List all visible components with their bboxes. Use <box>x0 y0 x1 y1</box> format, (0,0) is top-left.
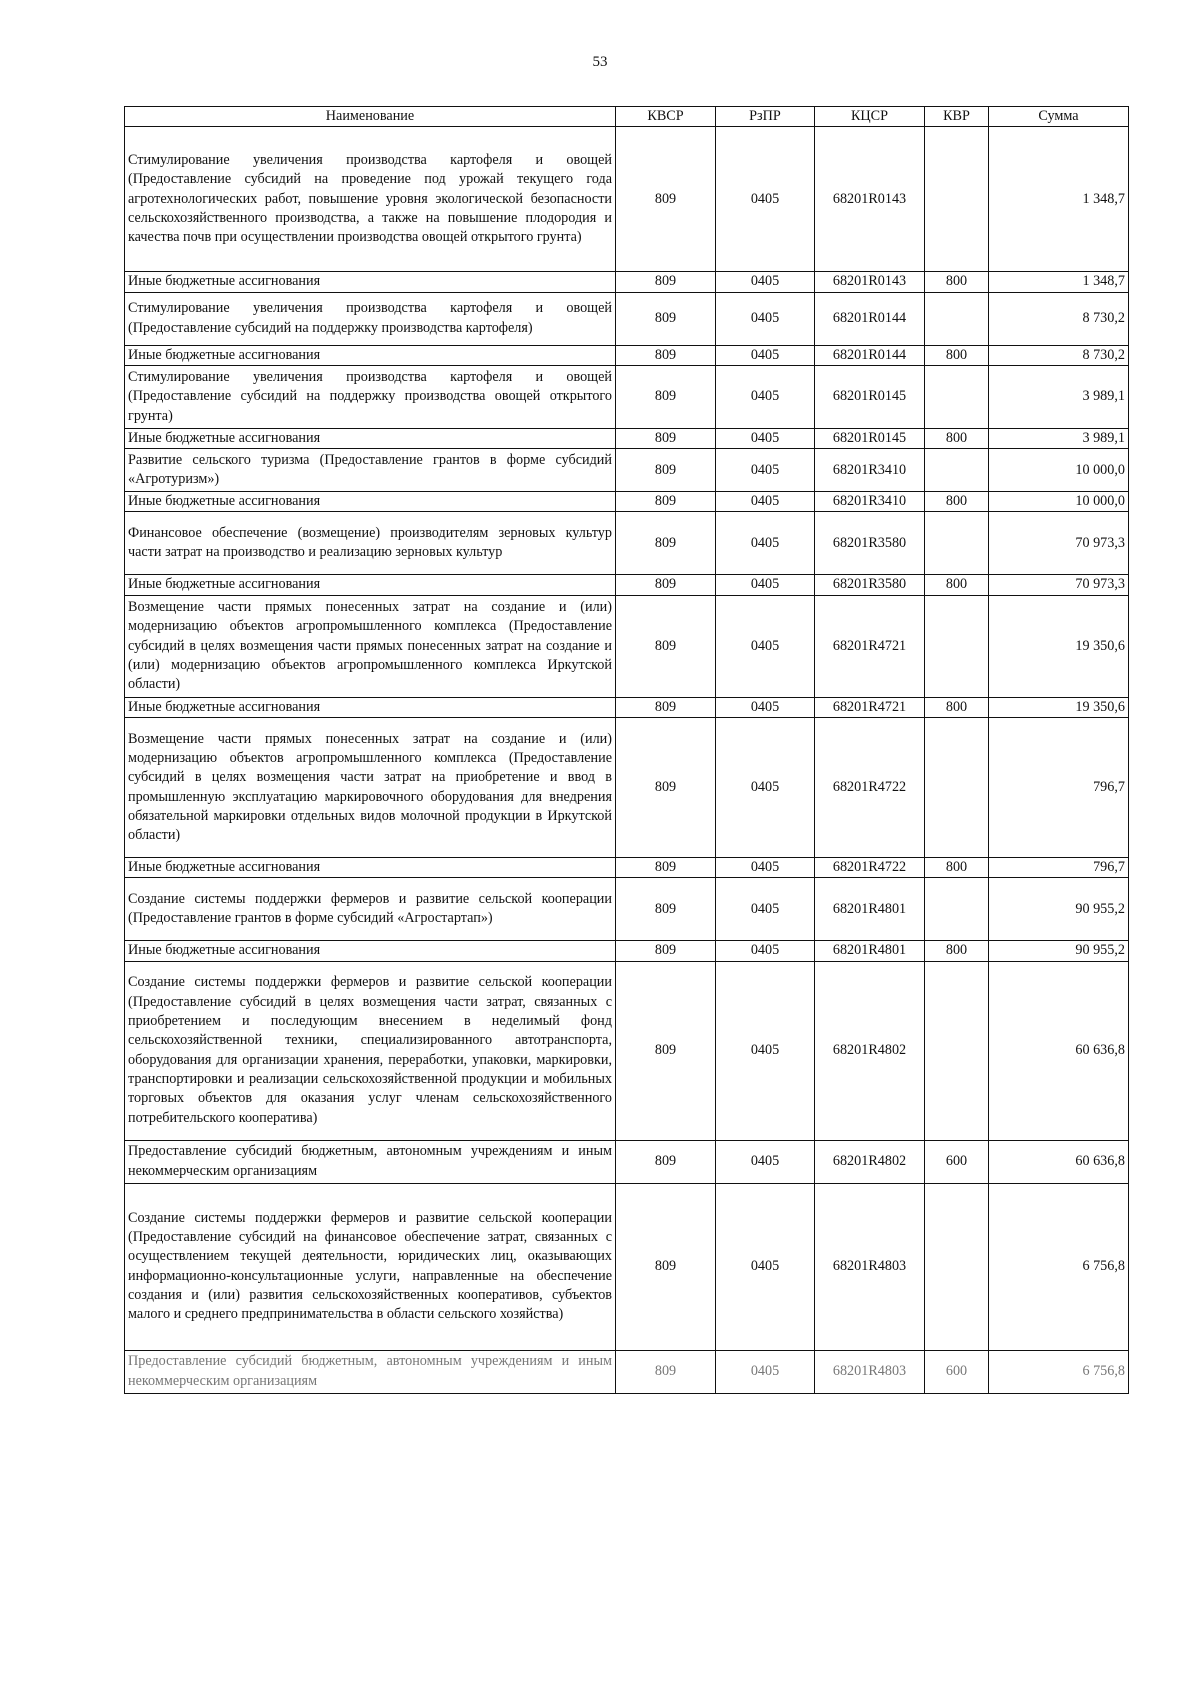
cell-kcsr: 68201R4721 <box>815 595 925 697</box>
cell-kvsr: 809 <box>616 292 716 345</box>
cell-kvsr: 809 <box>616 428 716 448</box>
cell-name: Создание системы поддержки фермеров и развитие сельской кооперации (Предоставление субсидий в целях возмещения части затрат, связанных с приобретением и последующим внесением в неделимый фонд сельскохозяйственной техники, специализированного автотранспорта, оборудования для организации хранения, переработки, упаковки, маркировки, транспортировки и реализации сельскохозяйственной продукции и мобильных торговых объектов для оказания услуг членам сельскохозяйственного потребительского кооператива) <box>125 961 616 1140</box>
cell-kvr <box>925 365 989 428</box>
cell-rzpr: 0405 <box>716 449 815 492</box>
cell-name: Стимулирование увеличения производства картофеля и овощей (Предоставление субсидий на проведение под урожай текущего года агротехнологических работ, повышение уровня экологической безопасности сельскохозяйственного производства, а также на повышение плодородия и качества почв при осуществлении производства овощей открытого грунта) <box>125 127 616 272</box>
cell-rzpr: 0405 <box>716 595 815 697</box>
table-row <box>125 858 1129 878</box>
cell-sum: 6 756,8 <box>989 1350 1129 1393</box>
header-sum: Сумма <box>989 107 1129 127</box>
cell-sum: 796,7 <box>989 858 1129 878</box>
cell-kcsr: 68201R0145 <box>815 428 925 448</box>
cell-sum: 70 973,3 <box>989 512 1129 575</box>
cell-sum: 10 000,0 <box>989 449 1129 492</box>
cell-sum: 19 350,6 <box>989 595 1129 697</box>
cell-kcsr: 68201R4722 <box>815 858 925 878</box>
cell-rzpr: 0405 <box>716 272 815 292</box>
cell-name: Иные бюджетные ассигнования <box>125 697 616 717</box>
cell-kvr: 600 <box>925 1350 989 1393</box>
cell-kvsr: 809 <box>616 365 716 428</box>
cell-kcsr: 68201R4802 <box>815 961 925 1140</box>
table-header-row <box>125 107 1129 127</box>
cell-kcsr: 68201R4801 <box>815 941 925 961</box>
cell-kvsr: 809 <box>616 1140 716 1183</box>
cell-rzpr: 0405 <box>716 292 815 345</box>
table-row <box>125 449 1129 492</box>
cell-sum: 60 636,8 <box>989 961 1129 1140</box>
cell-kvr: 800 <box>925 697 989 717</box>
cell-kvsr: 809 <box>616 878 716 941</box>
cell-kvr <box>925 595 989 697</box>
table-row <box>125 718 1129 858</box>
cell-rzpr: 0405 <box>716 127 815 272</box>
cell-kvr <box>925 292 989 345</box>
cell-sum: 3 989,1 <box>989 365 1129 428</box>
table-row <box>125 1350 1129 1393</box>
table-row <box>125 1140 1129 1183</box>
cell-kvsr: 809 <box>616 941 716 961</box>
cell-rzpr: 0405 <box>716 697 815 717</box>
cell-kvsr: 809 <box>616 718 716 858</box>
cell-name: Предоставление субсидий бюджетным, автономным учреждениям и иным некоммерческим организациям <box>125 1140 616 1183</box>
cell-name: Стимулирование увеличения производства картофеля и овощей (Предоставление субсидий на поддержку производства овощей открытого грунта) <box>125 365 616 428</box>
header-kvsr: КВСР <box>616 107 716 127</box>
cell-kvsr: 809 <box>616 127 716 272</box>
cell-name: Иные бюджетные ассигнования <box>125 575 616 595</box>
cell-kvr: 600 <box>925 1140 989 1183</box>
cell-name: Иные бюджетные ассигнования <box>125 272 616 292</box>
cell-kvsr: 809 <box>616 512 716 575</box>
cell-kvr <box>925 449 989 492</box>
cell-rzpr: 0405 <box>716 345 815 365</box>
cell-name: Иные бюджетные ассигнования <box>125 941 616 961</box>
cell-kvr: 800 <box>925 345 989 365</box>
cell-kvsr: 809 <box>616 858 716 878</box>
table-row <box>125 272 1129 292</box>
cell-rzpr: 0405 <box>716 1350 815 1393</box>
cell-kcsr: 68201R0143 <box>815 127 925 272</box>
table-row <box>125 428 1129 448</box>
cell-name: Стимулирование увеличения производства картофеля и овощей (Предоставление субсидий на поддержку производства картофеля) <box>125 292 616 345</box>
cell-kcsr: 68201R3410 <box>815 492 925 512</box>
cell-name: Возмещение части прямых понесенных затрат на создание и (или) модернизацию объектов агропромышленного комплекса (Предоставление субсидий в целях возмещения части затрат на приобретение и ввод в промышленную эксплуатацию маркировочного оборудования для внедрения обязательной маркировки отдельных видов молочной продукции в Иркутской области) <box>125 718 616 858</box>
table-row <box>125 512 1129 575</box>
header-kcsr: КЦСР <box>815 107 925 127</box>
cell-name: Развитие сельского туризма (Предоставление грантов в форме субсидий «Агротуризм») <box>125 449 616 492</box>
cell-kvsr: 809 <box>616 1183 716 1350</box>
cell-sum: 10 000,0 <box>989 492 1129 512</box>
table-row <box>125 127 1129 272</box>
cell-kcsr: 68201R0145 <box>815 365 925 428</box>
table-row <box>125 575 1129 595</box>
cell-kvr <box>925 718 989 858</box>
cell-kcsr: 68201R3410 <box>815 449 925 492</box>
cell-sum: 796,7 <box>989 718 1129 858</box>
cell-name: Иные бюджетные ассигнования <box>125 858 616 878</box>
cell-rzpr: 0405 <box>716 1183 815 1350</box>
cell-sum: 8 730,2 <box>989 292 1129 345</box>
cell-name: Финансовое обеспечение (возмещение) производителям зерновых культур части затрат на производство и реализацию зерновых культур <box>125 512 616 575</box>
cell-kvsr: 809 <box>616 492 716 512</box>
cell-rzpr: 0405 <box>716 575 815 595</box>
cell-name: Иные бюджетные ассигнования <box>125 345 616 365</box>
page-number: 53 <box>592 54 608 70</box>
table-body <box>125 127 1129 1393</box>
header-rzpr: РзПР <box>716 107 815 127</box>
cell-rzpr: 0405 <box>716 492 815 512</box>
cell-sum: 90 955,2 <box>989 878 1129 941</box>
cell-kvsr: 809 <box>616 449 716 492</box>
cell-kcsr: 68201R4802 <box>815 1140 925 1183</box>
table-row <box>125 878 1129 941</box>
cell-kvr: 800 <box>925 492 989 512</box>
cell-kvr: 800 <box>925 941 989 961</box>
table-row <box>125 1183 1129 1350</box>
table-row <box>125 365 1129 428</box>
header-name: Наименование <box>125 107 616 127</box>
cell-kcsr: 68201R4721 <box>815 697 925 717</box>
cell-rzpr: 0405 <box>716 961 815 1140</box>
cell-kvsr: 809 <box>616 272 716 292</box>
cell-kcsr: 68201R0144 <box>815 292 925 345</box>
cell-name: Предоставление субсидий бюджетным, автономным учреждениям и иным некоммерческим организациям <box>125 1350 616 1393</box>
cell-name: Создание системы поддержки фермеров и развитие сельской кооперации (Предоставление субсидий на финансовое обеспечение затрат, связанных с осуществлением текущей деятельности, юридических лиц, оказывающих информационно-консультационные услуги, направленные на обеспечение создания и (или) развития сельскохозяйственных кооперативов, субъектов малого и среднего предпринимательства в области сельского хозяйства) <box>125 1183 616 1350</box>
cell-kvsr: 809 <box>616 697 716 717</box>
cell-kcsr: 68201R4803 <box>815 1183 925 1350</box>
table-row <box>125 697 1129 717</box>
cell-kvsr: 809 <box>616 575 716 595</box>
cell-kvr <box>925 878 989 941</box>
cell-kvr: 800 <box>925 428 989 448</box>
cell-rzpr: 0405 <box>716 1140 815 1183</box>
cell-sum: 90 955,2 <box>989 941 1129 961</box>
cell-sum: 8 730,2 <box>989 345 1129 365</box>
cell-kvr <box>925 1183 989 1350</box>
cell-kcsr: 68201R0144 <box>815 345 925 365</box>
cell-name: Иные бюджетные ассигнования <box>125 428 616 448</box>
table-row <box>125 492 1129 512</box>
cell-kcsr: 68201R0143 <box>815 272 925 292</box>
cell-rzpr: 0405 <box>716 858 815 878</box>
cell-kcsr: 68201R4803 <box>815 1350 925 1393</box>
cell-name: Возмещение части прямых понесенных затрат на создание и (или) модернизацию объектов агропромышленного комплекса (Предоставление субсидий в целях возмещения части прямых понесенных затрат на создание и (или) модернизацию объектов агропромышленного комплекса Иркутской области) <box>125 595 616 697</box>
cell-kcsr: 68201R3580 <box>815 575 925 595</box>
budget-table <box>124 106 1129 1394</box>
cell-sum: 1 348,7 <box>989 127 1129 272</box>
cell-kvsr: 809 <box>616 961 716 1140</box>
cell-kvr <box>925 127 989 272</box>
cell-kcsr: 68201R4722 <box>815 718 925 858</box>
cell-kvsr: 809 <box>616 1350 716 1393</box>
table-row <box>125 961 1129 1140</box>
cell-rzpr: 0405 <box>716 718 815 858</box>
cell-sum: 1 348,7 <box>989 272 1129 292</box>
table-row <box>125 345 1129 365</box>
cell-kvr <box>925 512 989 575</box>
cell-kvr: 800 <box>925 858 989 878</box>
table-row <box>125 941 1129 961</box>
cell-sum: 19 350,6 <box>989 697 1129 717</box>
cell-sum: 6 756,8 <box>989 1183 1129 1350</box>
cell-kcsr: 68201R3580 <box>815 512 925 575</box>
cell-rzpr: 0405 <box>716 365 815 428</box>
cell-kvr <box>925 961 989 1140</box>
cell-sum: 3 989,1 <box>989 428 1129 448</box>
cell-kvsr: 809 <box>616 595 716 697</box>
cell-name: Иные бюджетные ассигнования <box>125 492 616 512</box>
cell-rzpr: 0405 <box>716 878 815 941</box>
cell-sum: 70 973,3 <box>989 575 1129 595</box>
cell-name: Создание системы поддержки фермеров и развитие сельской кооперации (Предоставление грантов в форме субсидий «Агростартап») <box>125 878 616 941</box>
header-kvr: КВР <box>925 107 989 127</box>
cell-kcsr: 68201R4801 <box>815 878 925 941</box>
cell-rzpr: 0405 <box>716 428 815 448</box>
table-row <box>125 595 1129 697</box>
cell-sum: 60 636,8 <box>989 1140 1129 1183</box>
cell-kvsr: 809 <box>616 345 716 365</box>
table-row <box>125 292 1129 345</box>
cell-kvr: 800 <box>925 272 989 292</box>
cell-kvr: 800 <box>925 575 989 595</box>
cell-rzpr: 0405 <box>716 512 815 575</box>
cell-rzpr: 0405 <box>716 941 815 961</box>
